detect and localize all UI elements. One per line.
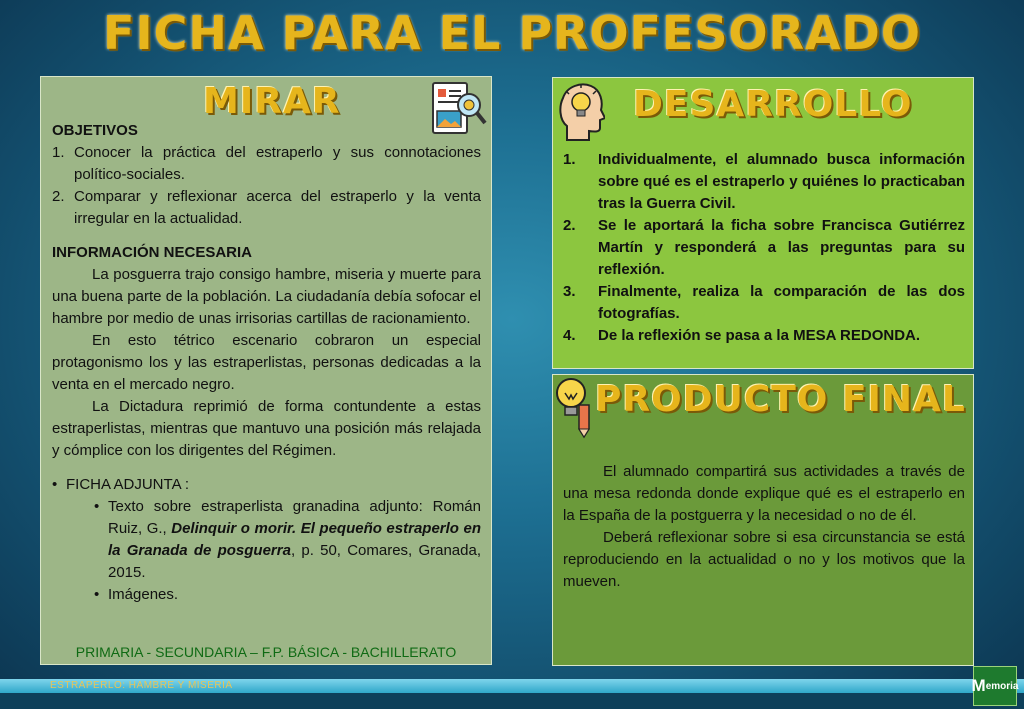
step-text: Individualmente, el alumnado busca información sobre qué es el estraperlo y quiénes lo practicaban tras la Guerra Civil. [598, 151, 965, 212]
desarrollo-heading: DESARROLLO [633, 84, 913, 125]
info-paragraph: En esto tétrico escenario cobraron un especial protagonismo los y las estraperlistas, personas dedicadas a la venta en el mercado negro. [52, 332, 481, 393]
item-number: 3. [563, 283, 576, 300]
page-title: FICHA PARA EL PROFESORADO [103, 6, 921, 60]
list-item: • Imágenes. [94, 586, 179, 603]
producto-paragraph: Deberá reflexionar sobre si esa circunstancia se está reproduciendo en la actualidad o no y los motivos que la mueven. [563, 529, 965, 590]
head-lightbulb-icon [555, 80, 605, 142]
ficha-book-title: Delinquir o morir. El pequeño estraperlo en la Granada de posguerra [108, 520, 481, 559]
list-item [52, 142, 481, 186]
logo-letter: M [971, 676, 986, 695]
producto-heading: PRODUCTO FINAL [595, 379, 966, 420]
list-item [563, 325, 965, 347]
step-text: Finalmente, realiza la comparación de las dos fotografías. [598, 283, 965, 322]
objetivo-text: Comparar y reflexionar acerca del estraperlo y la venta irregular en la actualidad. [74, 188, 481, 227]
list-item: • Texto sobre estraperlista granadina adjunto: Román Ruiz, G., Delinquir o morir. El pequeño estraperlo en la Granada de posguerra, p. 50, Comares, Granada, 2015. [94, 498, 481, 581]
objetivo-text: Conocer la práctica del estraperlo y sus connotaciones político-sociales. [74, 144, 481, 183]
mirar-heading: MIRAR [203, 81, 341, 122]
producto-paragraph: El alumnado compartirá sus actividades a través de una mesa redonda donde explique qué es el estraperlo en la España de la postguerra y la necesidad o no de él. [563, 463, 965, 524]
ficha-images: Imágenes. [108, 586, 179, 603]
item-number: 2. [563, 217, 576, 234]
item-number: 2. [52, 188, 65, 205]
ficha-text-prefix: Texto sobre estraperlista granadina adjunto: Román Ruiz, G., [108, 498, 481, 537]
list-item [563, 281, 965, 325]
mirar-panel [40, 76, 492, 665]
lightbulb-pencil-icon [553, 375, 595, 439]
info-paragraph: La Dictadura reprimió de forma contundente a estas estraperlistas, mientras que mantuvo una posición más relajada y cómplice con los dirigentes del Régimen. [52, 398, 481, 459]
ficha-label: FICHA ADJUNTA : [66, 476, 190, 493]
objetivos-label: OBJETIVOS [52, 122, 138, 139]
levels-line: PRIMARIA - SECUNDARIA – F.P. BÁSICA - BACHILLERATO [75, 644, 457, 660]
step-text: De la reflexión se pasa a la MESA REDONDA. [598, 327, 921, 344]
desarrollo-panel [552, 77, 974, 369]
footer-base [0, 693, 1024, 709]
ficha-adjunta: • FICHA ADJUNTA : [52, 476, 190, 493]
list-item [563, 149, 965, 215]
info-label: INFORMACIÓN NECESARIA [52, 244, 253, 261]
list-item [563, 215, 965, 281]
logo-text: emoria [985, 680, 1019, 692]
memoria-logo [973, 666, 1017, 706]
item-number: 4. [563, 327, 576, 344]
list-item [52, 186, 481, 230]
info-paragraph: La posguerra trajo consigo hambre, miseria y muerte para una buena parte de la población. La ciudadanía debía sofocar el hambre por medio de unas irrisorias cartillas de racionamiento. [52, 266, 481, 327]
item-number: 1. [563, 151, 576, 168]
producto-panel [552, 374, 974, 666]
step-text: Se le aportará la ficha sobre Francisca Gutiérrez Martín y responderá a las preguntas para su reflexión. [598, 217, 965, 278]
footer-text: ESTRAPERLO: HAMBRE Y MISERIA [50, 680, 233, 691]
item-number: 1. [52, 144, 65, 161]
ficha-text-suffix: , p. 50, Comares, Granada, 2015. [108, 542, 481, 581]
